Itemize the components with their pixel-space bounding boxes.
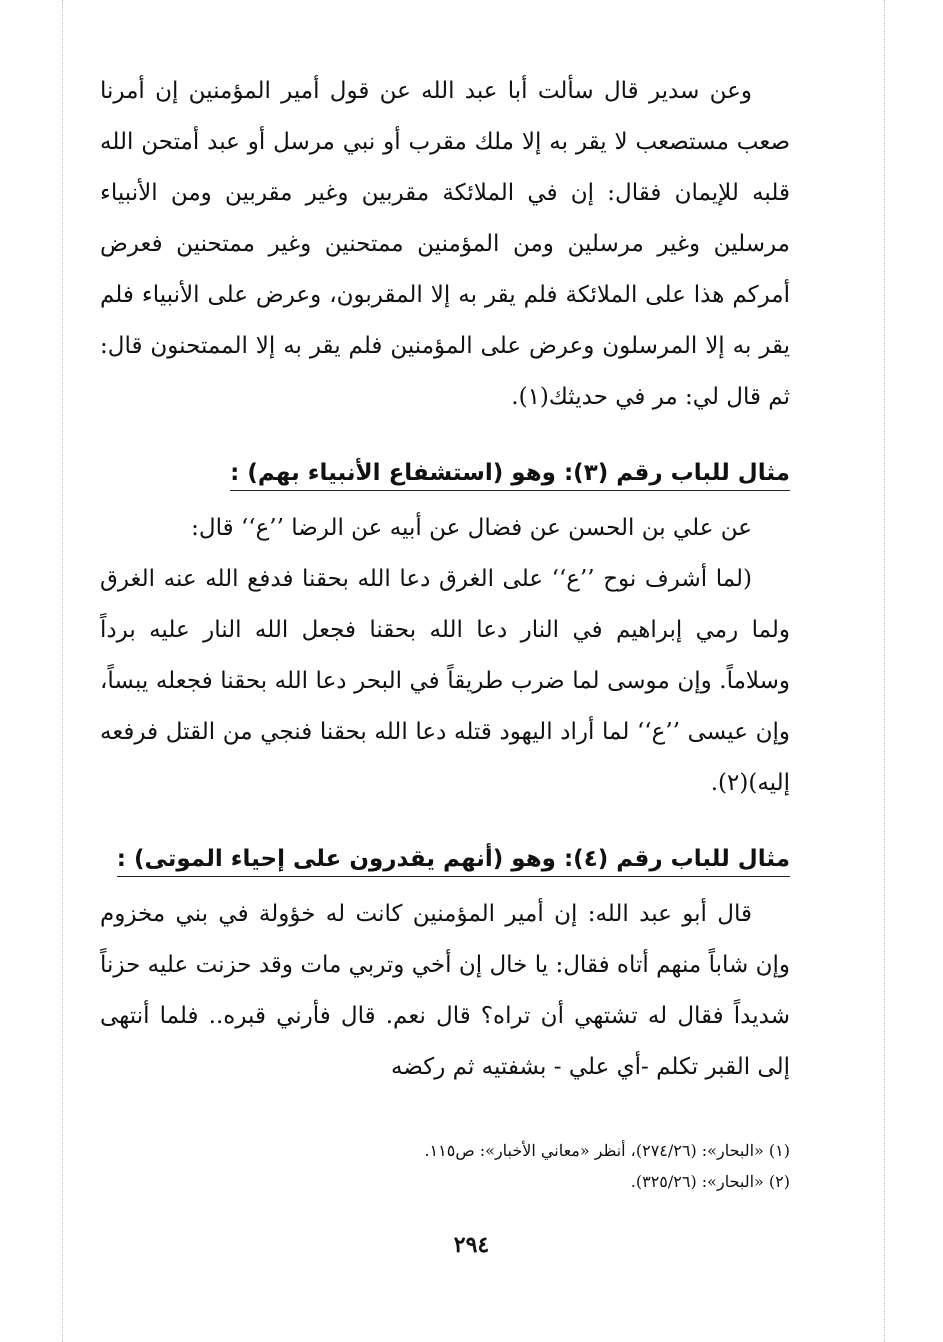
paragraph-abu-abdullah: قال أبو عبد الله: إن أمير المؤمنين كانت له خؤولة في بني مخزوم وإن شاباً منهم أتاه فقال: يا خال إن أخي وتربي مات وقد حزنت عليه حزناً شديداً فقال له تشتهي أن تراه؟ قال نعم. قال فأرني قبره.. فلما أنتهى إلى القبر تكلم -أي علي - بشفتيه ثم ركضه [100, 901, 790, 1080]
section-heading-3 [100, 453, 790, 493]
page-body [100, 66, 790, 1316]
footnotes [100, 1135, 790, 1197]
footnote-1: (١) «البحار»: (٢٧٤/٢٦)، أنظر «معاني الأخبار»: ص١١٥. [424, 1141, 790, 1160]
page-edge-right [884, 0, 885, 1342]
footnote-2: (٢) «البحار»: (٣٢٥/٢٦). [630, 1172, 790, 1191]
page-number: ٢٩٤ [453, 1232, 490, 1258]
paragraph-rida-quote: (لما أشرف نوح ’’ع‘‘ على الغرق دعا الله بحقنا فدفع الله عنه الغرق ولما رمي إبراهيم في النار دعا الله بحقنا فجعل الله النار عليه برداً وسلاماً. وإن موسى لما ضرب طريقاً في البحر دعا الله بحقنا فجعله يبساً، وإن عيسى ’’ع‘‘ لما أراد اليهود قتله دعا الله بحقنا فنجي من القتل فرفعه إليه)(٢). [100, 566, 790, 796]
section-heading-4 [100, 839, 790, 879]
section-heading-3-text: مثال للباب رقم (٣): وهو (استشفاع الأنبياء بهم) : [230, 460, 790, 491]
paragraph-sadir: وعن سدير قال سألت أبا عبد الله عن قول أمير المؤمنين إن أمرنا صعب مستصعب لا يقر به إلا ملك مقرب أو نبي مرسل أو عبد أمتحن الله قلبه للإيمان فقال: إن في الملائكة مقربين وغير مقربين ومن الأنبياء مرسلين وغير مرسلين ومن المؤمنين ممتحنين وغير ممتحنين فعرض أمركم هذا على الملائكة فلم يقر به إلا المقربون، وعرض على الأنبياء فلم يقر به إلا المرسلون وعرض على المؤمنين فلم يقر به إلا الممتحنون قال: ثم قال لي: مر في حديثك(١). [100, 78, 790, 410]
paragraph-rida-intro: عن علي بن الحسن عن فضال عن أبيه عن الرضا ’’ع‘‘ قال: [191, 515, 752, 541]
page-edge-left [62, 0, 63, 1342]
section-heading-4-text: مثال للباب رقم (٤): وهو (أنهم يقدرون على إحياء الموتى) : [117, 846, 790, 877]
